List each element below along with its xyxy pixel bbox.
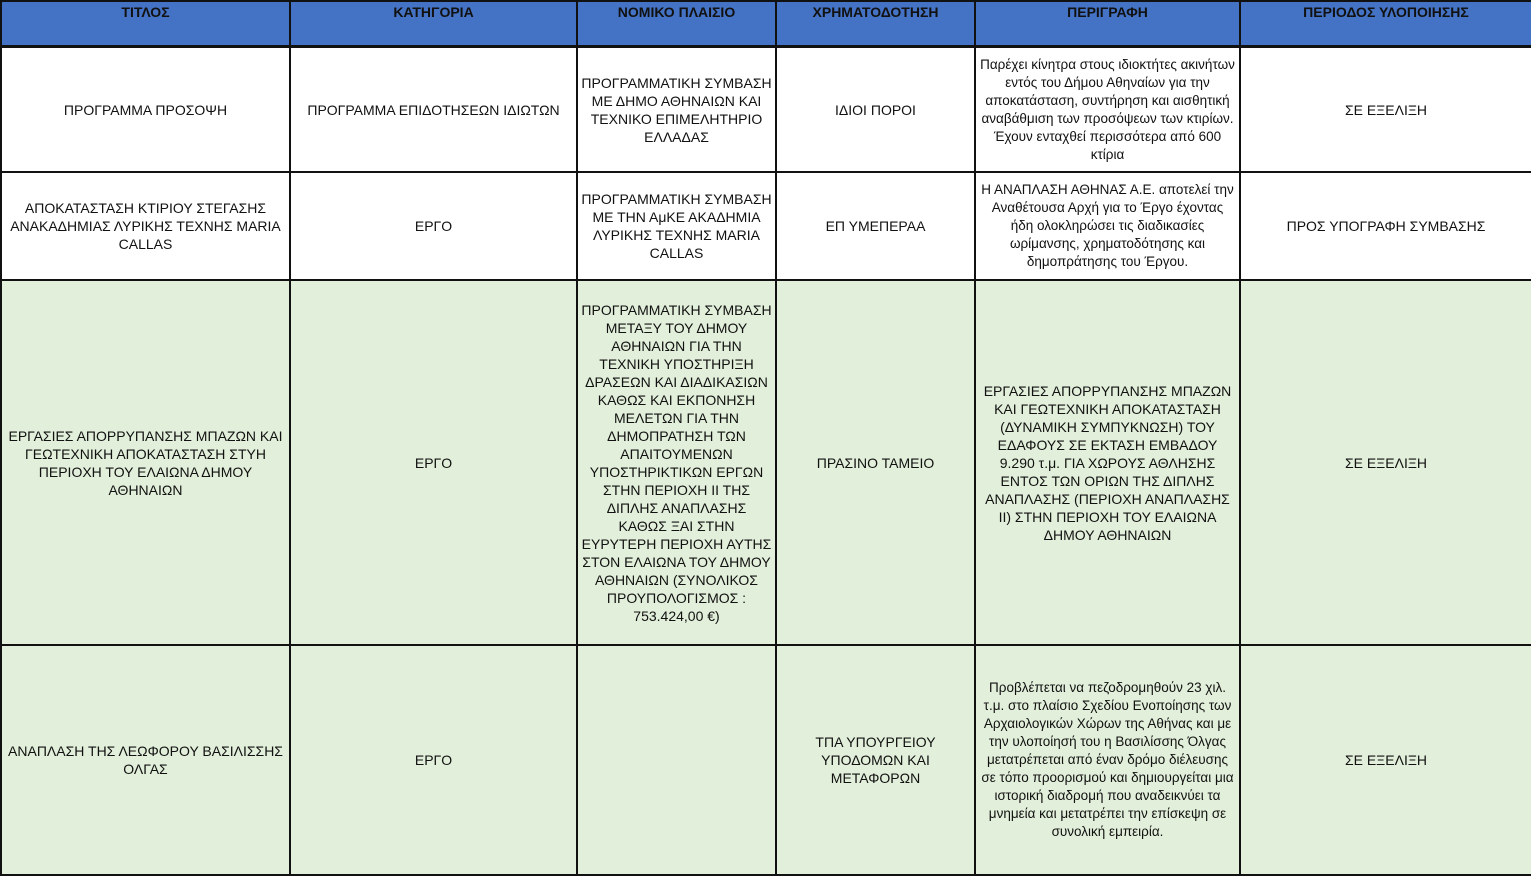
cell-category: ΕΡΓΟ	[290, 172, 577, 280]
table-row	[1, 47, 1531, 173]
cell-implementation-period: ΣΕ ΕΞΕΛΙΞΗ	[1240, 645, 1531, 875]
cell-category: ΕΡΓΟ	[290, 280, 577, 645]
header-title: ΤΙΤΛΟΣ	[1, 1, 290, 47]
cell-description: Παρέχει κίνητρα στους ιδιοκτήτες ακινήτων εντός του Δήμου Αθηναίων για την αποκατάσταση, συντήρηση και αισθητική αναβάθμιση των προσόψεων των κτιρίων. Έχουν ενταχθεί περισσότερα από 600 κτίρια	[975, 47, 1240, 173]
cell-funding: ΕΠ ΥΜΕΠΕΡΑΑ	[776, 172, 975, 280]
cell-category: ΕΡΓΟ	[290, 645, 577, 875]
header-implementation-period: ΠΕΡΙΟΔΟΣ ΥΛΟΠΟΙΗΣΗΣ	[1240, 1, 1531, 47]
table-row	[1, 172, 1531, 280]
cell-description: ΕΡΓΑΣΙΕΣ ΑΠΟΡΡΥΠΑΝΣΗΣ ΜΠΑΖΩΝ ΚΑΙ ΓΕΩΤΕΧΝΙΚΗ ΑΠΟΚΑΤΑΣΤΑΣΗ (ΔΥΝΑΜΙΚΗ ΣΥΜΠΥΚΝΩΣΗ) ΤΟΥ ΕΔΑΦΟΥΣ ΣΕ ΕΚΤΑΣΗ ΕΜΒΑΔΟΥ 9.290 τ.μ. ΓΙΑ ΧΩΡΟΥΣ ΑΘΛΗΣΗΣ ΕΝΤΟΣ ΤΩΝ ΟΡΙΩΝ ΤΗΣ ΔΙΠΛΗΣ ΑΝΑΠΛΑΣΗΣ (ΠΕΡΙΟΧΗ ΑΝΑΠΛΑΣΗΣ ΙΙ) ΣΤΗΝ ΠΕΡΙΟΧΗ ΤΟΥ ΕΛΑΙΩΝΑ ΔΗΜΟΥ ΑΘΗΝΑΙΩΝ	[975, 280, 1240, 645]
cell-description: Προβλέπεται να πεζοδρομηθούν 23 χιλ. τ.μ. στο πλαίσιο Σχεδίου Ενοποίησης των Αρχαιολογικών Χώρων της Αθήνας και με την υλοποίησή του η Βασιλίσσης Όλγας μετατρέπεται από έναν δρόμο διέλευσης σε τόπο προορισμού και δημιουργείται μια ιστορική διαδρομή που αναδεικνύει τα μνημεία και μετατρέπει την επίσκεψη σε συνολική εμπειρία.	[975, 645, 1240, 875]
header-legal-framework: ΝΟΜΙΚΟ ΠΛΑΙΣΙΟ	[577, 1, 776, 47]
cell-funding: ΤΠΑ ΥΠΟΥΡΓΕΙΟΥ ΥΠΟΔΟΜΩΝ ΚΑΙ ΜΕΤΑΦΟΡΩΝ	[776, 645, 975, 875]
cell-legal-framework: ΠΡΟΓΡΑΜΜΑΤΙΚΗ ΣΥΜΒΑΣΗ ΜΕ ΤΗΝ ΑμΚΕ ΑΚΑΔΗΜΙΑ ΛΥΡΙΚΗΣ ΤΕΧΝΗΣ MARIA CALLAS	[577, 172, 776, 280]
cell-description: Η ΑΝΑΠΛΑΣΗ ΑΘΗΝΑΣ Α.Ε. αποτελεί την Αναθέτουσα Αρχή για το Έργο έχοντας ήδη ολοκληρώσει τις διαδικασίες ωρίμανσης, χρηματοδότησης και δημοπράτησης του Έργου.	[975, 172, 1240, 280]
cell-funding: ΠΡΑΣΙΝΟ ΤΑΜΕΙΟ	[776, 280, 975, 645]
header-row	[1, 1, 1531, 47]
cell-title: ΠΡΟΓΡΑΜΜΑ ΠΡΟΣΟΨΗ	[1, 47, 290, 173]
header-description: ΠΕΡΙΓΡΑΦΗ	[975, 1, 1240, 47]
cell-legal-framework	[577, 645, 776, 875]
cell-implementation-period: ΠΡΟΣ ΥΠΟΓΡΑΦΗ ΣΥΜΒΑΣΗΣ	[1240, 172, 1531, 280]
header-category: ΚΑΤΗΓΟΡΙΑ	[290, 1, 577, 47]
cell-funding: ΙΔΙΟΙ ΠΟΡΟΙ	[776, 47, 975, 173]
cell-title: ΑΠΟΚΑΤΑΣΤΑΣΗ ΚΤΙΡΙΟΥ ΣΤΕΓΑΣΗΣ ΑΝΑΚΑΔΗΜΙΑΣ ΛΥΡΙΚΗΣ ΤΕΧΝΗΣ MARIA CALLAS	[1, 172, 290, 280]
cell-legal-framework: ΠΡΟΓΡΑΜΜΑΤΙΚΗ ΣΥΜΒΑΣΗ ΜΕΤΑΞΥ ΤΟΥ ΔΗΜΟΥ ΑΘΗΝΑΙΩΝ ΓΙΑ ΤΗΝ ΤΕΧΝΙΚΗ ΥΠΟΣΤΗΡΙΞΗ ΔΡΑΣΕΩΝ ΚΑΙ ΔΙΑΔΙΚΑΣΙΩΝ ΚΑΘΩΣ ΚΑΙ ΕΚΠΟΝΗΣΗ ΜΕΛΕΤΩΝ ΓΙΑ ΤΗΝ ΔΗΜΟΠΡΑΤΗΣΗ ΤΩΝ ΑΠΑΙΤΟΥΜΕΝΩΝ ΥΠΟΣΤΗΡΙΚΤΙΚΩΝ ΕΡΓΩΝ ΣΤΗΝ ΠΕΡΙΟΧΗ ΙΙ ΤΗΣ ΔΙΠΛΗΣ ΑΝΑΠΛΑΣΗΣ ΚΑΘΩΣ ΞΑΙ ΣΤΗΝ ΕΥΡΥΤΕΡΗ ΠΕΡΙΟΧΗ ΑΥΤΗΣ ΣΤΟΝ ΕΛΑΙΩΝΑ ΤΟΥ ΔΗΜΟΥ ΑΘΗΝΑΙΩΝ (ΣΥΝΟΛΙΚΟΣ ΠΡΟΥΠΟΛΟΓΙΣΜΟΣ : 753.424,00 €)	[577, 280, 776, 645]
cell-implementation-period: ΣΕ ΕΞΕΛΙΞΗ	[1240, 47, 1531, 173]
table-row	[1, 645, 1531, 875]
cell-category: ΠΡΟΓΡΑΜΜΑ ΕΠΙΔΟΤΗΣΕΩΝ ΙΔΙΩΤΩΝ	[290, 47, 577, 173]
table-row	[1, 280, 1531, 645]
cell-implementation-period: ΣΕ ΕΞΕΛΙΞΗ	[1240, 280, 1531, 645]
cell-title: ΕΡΓΑΣΙΕΣ ΑΠΟΡΡΥΠΑΝΣΗΣ ΜΠΑΖΩΝ ΚΑΙ ΓΕΩΤΕΧΝΙΚΗ ΑΠΟΚΑΤΑΣΤΑΣΗ ΣΤΥΗ ΠΕΡΙΟΧΗ ΤΟΥ ΕΛΑΙΩΝΑ ΔΗΜΟΥ ΑΘΗΝΑΙΩΝ	[1, 280, 290, 645]
header-funding: ΧΡΗΜΑΤΟΔΟΤΗΣΗ	[776, 1, 975, 47]
cell-legal-framework: ΠΡΟΓΡΑΜΜΑΤΙΚΗ ΣΥΜΒΑΣΗ ΜΕ ΔΗΜΟ ΑΘΗΝΑΙΩΝ ΚΑΙ ΤΕΧΝΙΚΟ ΕΠΙΜΕΛΗΤΗΡΙΟ ΕΛΛΑΔΑΣ	[577, 47, 776, 173]
cell-title: ΑΝΑΠΛΑΣΗ ΤΗΣ ΛΕΩΦΟΡΟΥ ΒΑΣΙΛΙΣΣΗΣ ΟΛΓΑΣ	[1, 645, 290, 875]
